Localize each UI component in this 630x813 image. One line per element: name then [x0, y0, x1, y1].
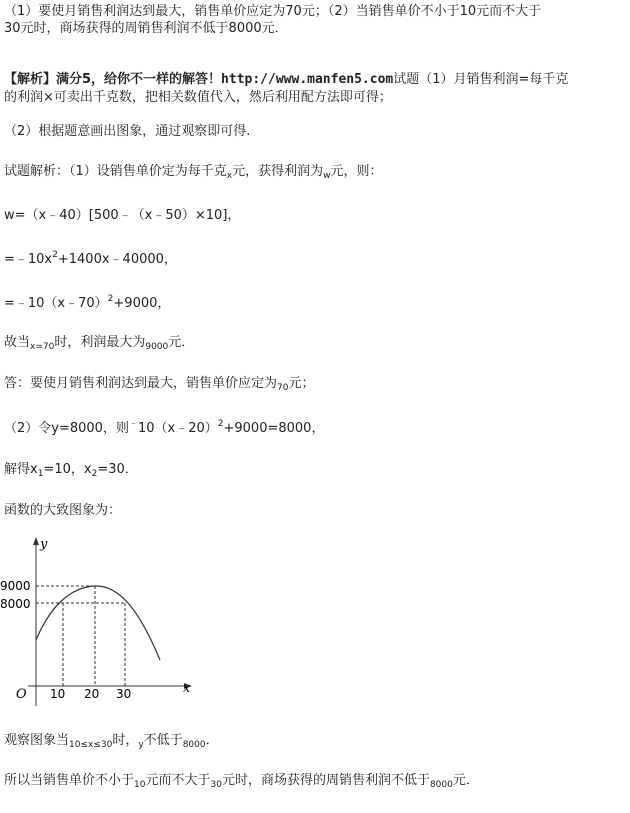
analysis-tag: 【解析】满分5，给你不一样的解答！ — [4, 72, 222, 87]
solve-sub-1: 1 — [37, 469, 44, 479]
conc-x: x=70 — [30, 342, 55, 352]
eq2-part-b: +1400x﹣40000， — [57, 252, 177, 267]
eq2-part-a: =﹣10x — [4, 252, 53, 267]
solve-line — [4, 462, 138, 478]
obs-value: 8000 — [182, 740, 206, 750]
obs-text: 观察图象当 — [4, 733, 70, 748]
equation-3 — [4, 296, 170, 312]
part2-minus: ﹣ — [128, 419, 138, 429]
x-tick-10: 10 — [50, 687, 66, 701]
eq3-part-b: +9000， — [113, 296, 171, 311]
obs-text-2: 时， — [112, 733, 139, 748]
analysis-line-2: 的利润×可卖出千克数，把相关数值代入，然后利用配方法即可得； — [4, 90, 392, 105]
ans1-text-2: 元； — [288, 376, 315, 391]
obs-text-3: 不低于 — [143, 733, 183, 748]
part2-text: （2）令y=8000，则 — [4, 421, 129, 436]
conc-text-2: 时，利润最大为 — [54, 335, 146, 350]
answer-line-1: （1）要使月销售利润达到最大，销售单价应定为70元；（2）当销售单价不小于10元而不大于 — [4, 4, 542, 19]
intro-text-3: 元，则： — [330, 164, 383, 179]
conclusion-line — [4, 335, 194, 351]
intro-text-2: 元，获得利润为 — [232, 164, 324, 179]
equation-1: w=（x﹣40）[500﹣（x﹣50）×10]， — [4, 208, 241, 223]
solve-text-2: =10，x — [43, 462, 92, 477]
x-tick-30: 30 — [116, 687, 132, 701]
solve-text-3: =30． — [97, 462, 138, 477]
analysis-line-3: （2）根据题意画出图象，通过观察即可得. — [4, 124, 251, 139]
final-value-3: 8000 — [429, 780, 453, 790]
final-value-2: 30 — [210, 780, 222, 790]
equation-2 — [4, 252, 177, 268]
final-text-2: 元而不大于 — [145, 773, 211, 788]
ans1-value: 70 — [277, 383, 289, 393]
origin-label: O — [16, 687, 27, 702]
eq3-exponent: 2 — [107, 294, 114, 304]
graph-intro: 函数的大致图象为： — [4, 503, 122, 518]
observation-line — [4, 733, 219, 749]
var-w: w — [323, 171, 331, 181]
y-tick-8000: 8000 — [0, 597, 31, 611]
answer-line-2: 30元时，商场获得的周销售利润不低于8000元． — [4, 21, 288, 36]
part2-text-3: +9000=8000， — [223, 421, 325, 436]
part2-exponent: 2 — [217, 419, 224, 429]
eq3-part-a: =﹣10（x﹣70） — [4, 296, 108, 311]
obs-text-4: ． — [205, 733, 219, 748]
solve-text: 解得x — [4, 462, 38, 477]
var-x: x — [226, 171, 233, 181]
analysis-line-1 — [4, 72, 568, 88]
final-line — [4, 773, 479, 789]
final-value-1: 10 — [134, 780, 146, 790]
x-axis-label: x — [183, 681, 191, 696]
source-url: http://www.manfen5.com — [221, 72, 394, 87]
final-text-3: 元时，商场获得的周销售利润不低于 — [221, 773, 430, 788]
conc-text-3: 元． — [168, 335, 195, 350]
y-axis-label: y — [40, 537, 48, 552]
part-2-line — [4, 421, 324, 437]
y-tick-9000: 9000 — [0, 579, 31, 593]
x-tick-20: 20 — [84, 687, 100, 701]
intro-text: 试题解析：（1）设销售单价定为每千克 — [4, 164, 227, 179]
answer-part-1 — [4, 376, 314, 392]
final-text: 所以当销售单价不小于 — [4, 773, 135, 788]
parabola-curve — [36, 586, 160, 660]
obs-y: y — [138, 740, 144, 750]
conc-text: 故当 — [4, 335, 31, 350]
solve-sub-2: 2 — [91, 469, 98, 479]
y-axis-arrow — [33, 537, 39, 545]
solution-intro — [4, 164, 383, 180]
conc-value: 9000 — [145, 342, 169, 352]
analysis-text: 试题（1）月销售利润=每千克 — [393, 72, 569, 87]
obs-range: 10≤x≤30 — [69, 740, 113, 750]
final-text-4: 元． — [452, 773, 479, 788]
ans1-text: 答：要使月销售利润达到最大，销售单价应定为 — [4, 376, 278, 391]
eq2-exponent: 2 — [52, 250, 58, 260]
part2-text-2: 10（x﹣20） — [137, 421, 218, 436]
parabola-graph — [0, 532, 200, 707]
